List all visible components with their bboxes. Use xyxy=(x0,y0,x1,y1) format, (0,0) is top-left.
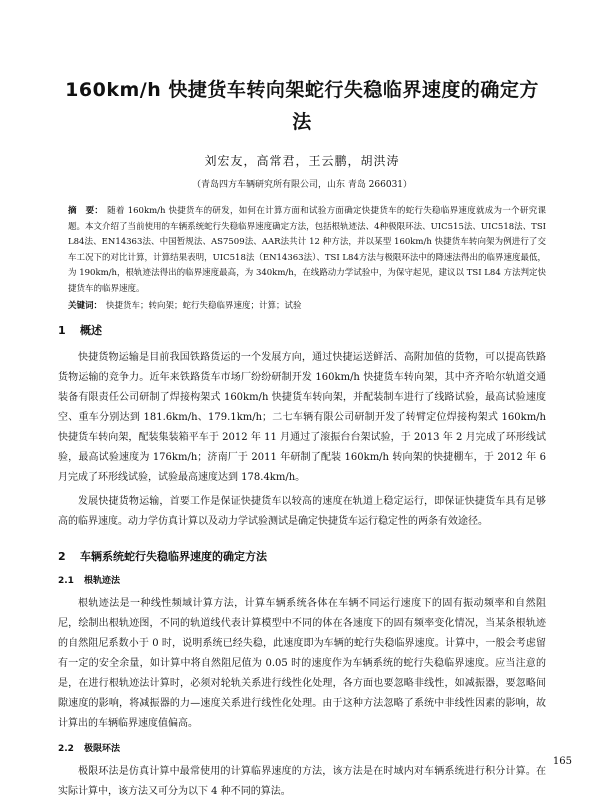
abstract-text: 随着 160km/h 快捷货车的研发，如何在计算方面和试验方面确定快捷货车的蛇行失稳临界速度就成为一个研究课题。本文介绍了当前使用的车辆系统蛇行失稳临界速度确定方法，包括根轨迹法、4种极限环法、UIC515法、UIC518法、TSI L84法、EN14363法、中国暂规法、AS7509法、AAR法共计 12 种方法，并以某型 160km/h 快捷货车转向架为例进行了交车工况下的对比计算，计算结果表明，UIC518法（EN14363法）、TSI L84方法与极限环法中的降速法得出的临界速度最低，为 190km/h，根轨迹法得出的临界速度最高，为 340km/h，在线路动力学试验中，为保守起见，建议以 TSI L84 方法判定快捷货车的临界速度。 xyxy=(68,206,546,294)
section-2-1-paragraph: 根轨迹法是一种线性频域计算方法，计算车辆系统各体在车辆不同运行速度下的固有振动频率和自然阻尼，绘制出根轨迹图，不同的轨道线代表计算模型中不同的体在各速度下的固有频率变化情况，当某条根轨迹的自然阻尼系数小于 0 时，说明系统已经失稳，此速度即为车辆的蛇行失稳临界速度。计算中，一般会考虑留有一定的安全余量，如计算中将自然阻尼值为 0.05 时的速度作为车辆系统的蛇行失稳临界速度。应当注意的是，在进行根轨迹法计算时，必须对轮轨关系进行线性化处理，各方面也要忽略非线性，如减振器，要忽略间隙速度的影响，将减振器的力—速度关系进行线性化处理。由于这种方法忽略了系统中非线性因素的影响，故计算出的车辆临界速度值偏高。 xyxy=(58,598,546,729)
section-2-2-paragraph: 极限环法是仿真计算中最常使用的计算临界速度的方法，该方法是在时域内对车辆系统进行积分计算。在实际计算中，该方法又可分为以下 4 种不同的算法。 xyxy=(58,766,546,797)
keywords xyxy=(58,299,546,314)
section-2-heading xyxy=(58,548,546,566)
section-1-paragraph-1: 快捷货物运输是目前我国铁路货运的一个发展方向，通过快捷运送鲜活、高附加值的货物，可以提高铁路货物运输的竞争力。近年来铁路货车市场厂纷纷研制开发 160km/h 快捷货车转向架，其中齐齐哈尔轨道交通装备有限责任公司研制了焊接构架式 160km/h 快捷货车转向架，并配装制车进行了线路试验，最高试验速度空、重车分别达到 181.6km/h、179.1km/h；二七车辆有限公司研制开发了转臂定位焊接构架式 160km/h 快捷货车转向架，配装集装箱平车于 2012 年 11 月通过了滚振台台架试验，于 2013 年 2 月完成了环形线试验，最高试验速度为 176km/h；济南厂于 2011 年研制了配装 160km/h 转向架的快捷棚车，于 2012 年 6 月完成了环形线试验，试验最高速度达到 178.4km/h。 xyxy=(58,352,546,483)
keywords-label: 关键词： xyxy=(68,301,103,311)
section-2-number: 2 xyxy=(58,550,66,563)
keywords-text: 快捷货车；转向架；蛇行失稳临界速度；计算；试验 xyxy=(106,301,302,311)
section-2-2-heading xyxy=(58,742,546,756)
abstract xyxy=(58,204,546,297)
section-1-heading xyxy=(58,322,546,340)
section-1-number: 1 xyxy=(58,324,66,337)
paper-title: 160km/h 快捷货车转向架蛇行失稳临界速度的确定方法 xyxy=(65,79,539,133)
affiliation: （青岛四方车辆研究所有限公司，山东 青岛 266031） xyxy=(191,180,413,190)
section-2-2-title: 极限环法 xyxy=(84,744,121,754)
section-1-paragraph-2: 发展快捷货物运输，首要工作是保证快捷货车以较高的速度在轨道上稳定运行，即保证快捷货车具有足够高的临界速度。动力学仿真计算以及动力学试验测试是确定快捷货车运行稳定性的两条有效途径。 xyxy=(58,496,546,527)
section-1-title: 概述 xyxy=(80,324,102,337)
section-2-1-number: 2.1 xyxy=(58,576,74,586)
page-number: 165 xyxy=(552,756,572,767)
section-2-2-number: 2.2 xyxy=(58,744,74,754)
abstract-label: 摘 要： xyxy=(68,206,104,216)
section-2-1-heading xyxy=(58,574,546,588)
section-2-1-title: 根轨迹法 xyxy=(84,576,121,586)
section-2-title: 车辆系统蛇行失稳临界速度的确定方法 xyxy=(80,550,267,563)
authors: 刘宏友，高常君，王云鹏，胡洪涛 xyxy=(204,154,400,168)
